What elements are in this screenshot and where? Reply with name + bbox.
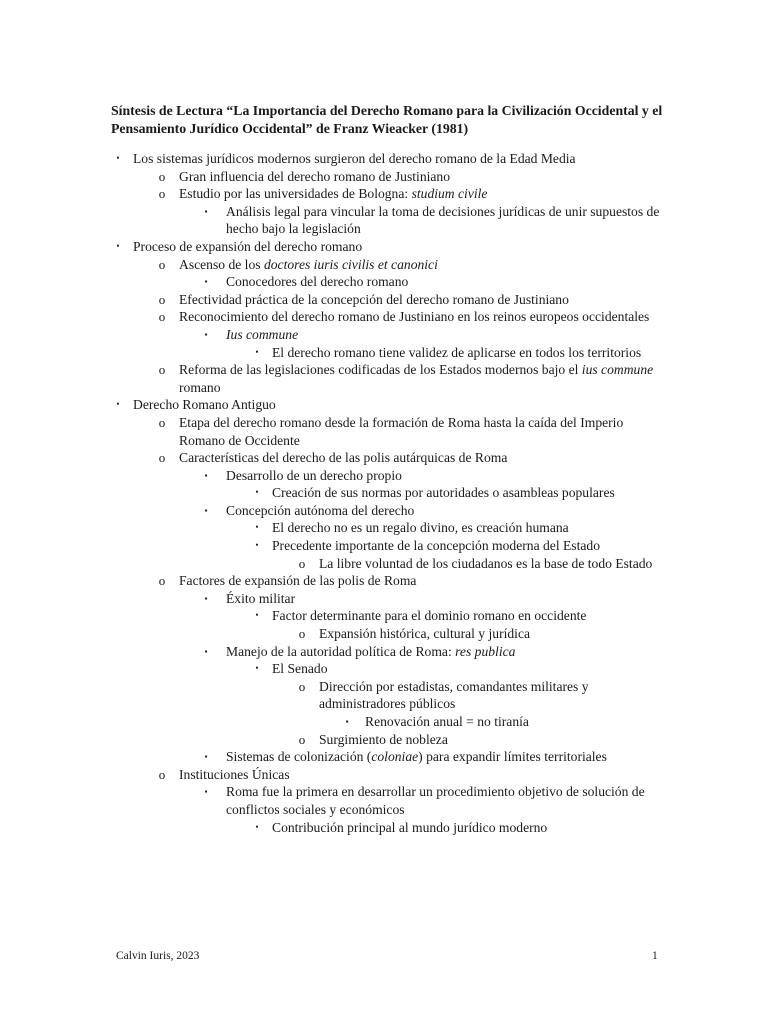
outline-text: Concepción autónoma del derecho bbox=[226, 502, 415, 518]
outline-item-level-2 bbox=[0, 414, 768, 449]
circle-bullet-icon: o bbox=[158, 309, 166, 325]
outline-item-level-2 bbox=[0, 168, 768, 186]
outline-item-level-3 bbox=[0, 203, 768, 238]
circle-bullet-icon: o bbox=[158, 766, 166, 782]
outline-text: Creación de sus normas por autoridades o asambleas populares bbox=[272, 485, 615, 501]
outline-text: Gran influencia del derecho romano de Justiniano bbox=[179, 168, 451, 184]
dot-bullet-icon: • bbox=[255, 487, 259, 498]
outline-item-level-3 bbox=[0, 643, 768, 661]
circle-bullet-icon: o bbox=[158, 414, 166, 430]
square-bullet-icon: ▪ bbox=[204, 646, 208, 656]
dot-bullet-icon: • bbox=[116, 153, 120, 163]
outline-text: Efectividad práctica de la concepción del derecho romano de Justiniano bbox=[179, 291, 569, 307]
outline-italic-text: doctores iuris civilis et canonici bbox=[263, 256, 438, 272]
outline-item-level-5 bbox=[0, 625, 768, 643]
outline-item-level-2 bbox=[0, 185, 768, 203]
outline-text: Contribución principal al mundo jurídico moderno bbox=[272, 819, 548, 835]
outline-item-level-2 bbox=[0, 361, 768, 396]
outline-text: Factor determinante para el dominio romano en occidente bbox=[272, 608, 587, 624]
circle-bullet-icon: o bbox=[158, 291, 166, 307]
document-title: Síntesis de Lectura “La Importancia del Derecho Romano para la Civilización Occidental y el Pensamiento Jurídico Occidental” de Franz Wieacker (1981) bbox=[111, 103, 663, 136]
outline-item-level-6 bbox=[0, 713, 768, 731]
circle-bullet-icon: o bbox=[158, 256, 166, 272]
outline-text: El derecho romano tiene validez de aplicarse en todos los territorios bbox=[272, 344, 642, 360]
outline-text: Roma fue la primera en desarrollar un procedimiento objetivo de solución de conflictos sociales y económicos bbox=[226, 784, 645, 817]
dot-bullet-icon: • bbox=[255, 346, 259, 357]
square-bullet-icon: ▪ bbox=[204, 505, 208, 515]
outline-item-level-4 bbox=[0, 607, 768, 625]
outline-text: romano bbox=[179, 379, 221, 395]
dot-bullet-icon: • bbox=[255, 821, 259, 832]
dot-bullet-icon: • bbox=[116, 399, 120, 410]
outline-text: Ascenso de los bbox=[179, 256, 264, 272]
outline-text: Precedente importante de la concepción moderna del Estado bbox=[272, 538, 601, 554]
outline-item-level-4 bbox=[0, 537, 768, 555]
outline-text: Características del derecho de las polis autárquicas de Roma bbox=[179, 450, 508, 466]
outline-text: Instituciones Únicas bbox=[179, 766, 290, 782]
circle-bullet-icon: o bbox=[158, 362, 166, 378]
dot-bullet-icon: • bbox=[255, 663, 259, 674]
outline-text: Surgimiento de nobleza bbox=[319, 731, 448, 747]
circle-bullet-icon: o bbox=[158, 450, 166, 466]
square-bullet-icon: ▪ bbox=[204, 470, 208, 480]
outline-list bbox=[0, 150, 768, 836]
outline-text: Factores de expansión de las polis de Roma bbox=[179, 573, 417, 589]
circle-bullet-icon: o bbox=[158, 186, 166, 202]
outline-italic-text: res publica bbox=[455, 643, 516, 659]
dot-bullet-icon: • bbox=[255, 610, 259, 621]
outline-item-level-4 bbox=[0, 484, 768, 502]
outline-text: La libre voluntad de los ciudadanos es la base de todo Estado bbox=[319, 555, 653, 571]
outline-text: Reforma de las legislaciones codificadas de los Estados modernos bajo el bbox=[179, 362, 582, 378]
outline-item-level-3 bbox=[0, 590, 768, 608]
outline-text: Reconocimiento del derecho romano de Justiniano en los reinos europeos occidentales bbox=[179, 309, 650, 325]
outline-item-level-3 bbox=[0, 326, 768, 344]
outline-item-level-3 bbox=[0, 273, 768, 291]
outline-item-level-1 bbox=[0, 238, 768, 256]
outline-text: El Senado bbox=[272, 661, 328, 677]
outline-text: Sistemas de colonización ( bbox=[226, 749, 372, 765]
outline-text: Etapa del derecho romano desde la formación de Roma hasta la caída del Imperio Romano de Occidente bbox=[179, 414, 624, 448]
outline-italic-text: coloniae bbox=[371, 749, 419, 765]
outline-item-level-5 bbox=[0, 555, 768, 573]
outline-text: Renovación anual = no tiranía bbox=[365, 714, 529, 729]
outline-item-level-3 bbox=[0, 467, 768, 485]
outline-item-level-5 bbox=[0, 678, 768, 713]
outline-text: Éxito militar bbox=[226, 590, 296, 606]
outline-text: El derecho no es un regalo divino, es creación humana bbox=[272, 520, 569, 536]
outline-item-level-3 bbox=[0, 748, 768, 766]
dot-bullet-icon: • bbox=[255, 522, 259, 533]
outline-text: Los sistemas jurídicos modernos surgieron del derecho romano de la Edad Media bbox=[133, 151, 576, 166]
outline-item-level-4 bbox=[0, 819, 768, 837]
outline-item-level-2 bbox=[0, 449, 768, 467]
outline-item-level-2 bbox=[0, 308, 768, 326]
circle-bullet-icon: o bbox=[298, 678, 306, 694]
footer-author: Calvin Iuris, 2023 bbox=[116, 950, 200, 962]
square-bullet-icon: ▪ bbox=[204, 752, 208, 762]
outline-item-level-4 bbox=[0, 660, 768, 678]
outline-item-level-2 bbox=[0, 572, 768, 590]
square-bullet-icon: ▪ bbox=[204, 787, 208, 797]
outline-item-level-3 bbox=[0, 502, 768, 520]
square-bullet-icon: ▪ bbox=[204, 329, 208, 339]
dot-bullet-icon: • bbox=[116, 240, 120, 251]
outline-item-level-4 bbox=[0, 344, 768, 362]
outline-item-level-4 bbox=[0, 519, 768, 537]
outline-italic-text: ius commune bbox=[581, 362, 654, 378]
outline-item-level-2 bbox=[0, 766, 768, 784]
page-number: 1 bbox=[652, 950, 658, 962]
square-bullet-icon: ▪ bbox=[204, 593, 208, 603]
outline-text: Expansión histórica, cultural y jurídica bbox=[319, 626, 531, 642]
circle-bullet-icon: o bbox=[298, 555, 306, 571]
square-bullet-icon: ▪ bbox=[204, 206, 208, 216]
circle-bullet-icon: o bbox=[158, 573, 166, 589]
dot-bullet-icon: • bbox=[255, 540, 259, 551]
outline-item-level-1 bbox=[0, 396, 768, 414]
outline-text: Manejo de la autoridad política de Roma: bbox=[226, 643, 456, 659]
outline-text: Dirección por estadistas, comandantes militares y administradores públicos bbox=[319, 678, 589, 712]
square-bullet-icon: ▪ bbox=[345, 717, 349, 726]
outline-item-level-2 bbox=[0, 291, 768, 309]
outline-text: Estudio por las universidades de Bologna: bbox=[179, 186, 412, 202]
circle-bullet-icon: o bbox=[298, 731, 306, 747]
outline-text: ) para expandir límites territoriales bbox=[418, 749, 607, 765]
outline-item-level-5 bbox=[0, 731, 768, 749]
outline-text: Análisis legal para vincular la toma de decisiones jurídicas de unir supuestos de hecho bajo la legislación bbox=[226, 203, 660, 237]
outline-item-level-3 bbox=[0, 783, 768, 818]
outline-text: Derecho Romano Antiguo bbox=[133, 397, 276, 413]
square-bullet-icon: ▪ bbox=[204, 277, 208, 287]
outline-italic-text: studium civile bbox=[411, 186, 488, 202]
outline-text: Proceso de expansión del derecho romano bbox=[133, 238, 363, 254]
outline-italic-text: Ius commune bbox=[226, 326, 299, 342]
circle-bullet-icon: o bbox=[298, 626, 306, 642]
outline-item-level-2 bbox=[0, 256, 768, 274]
circle-bullet-icon: o bbox=[158, 168, 166, 184]
outline-text: Desarrollo de un derecho propio bbox=[226, 467, 402, 483]
outline-item-level-1 bbox=[0, 150, 768, 168]
outline-text: Conocedores del derecho romano bbox=[226, 274, 409, 290]
